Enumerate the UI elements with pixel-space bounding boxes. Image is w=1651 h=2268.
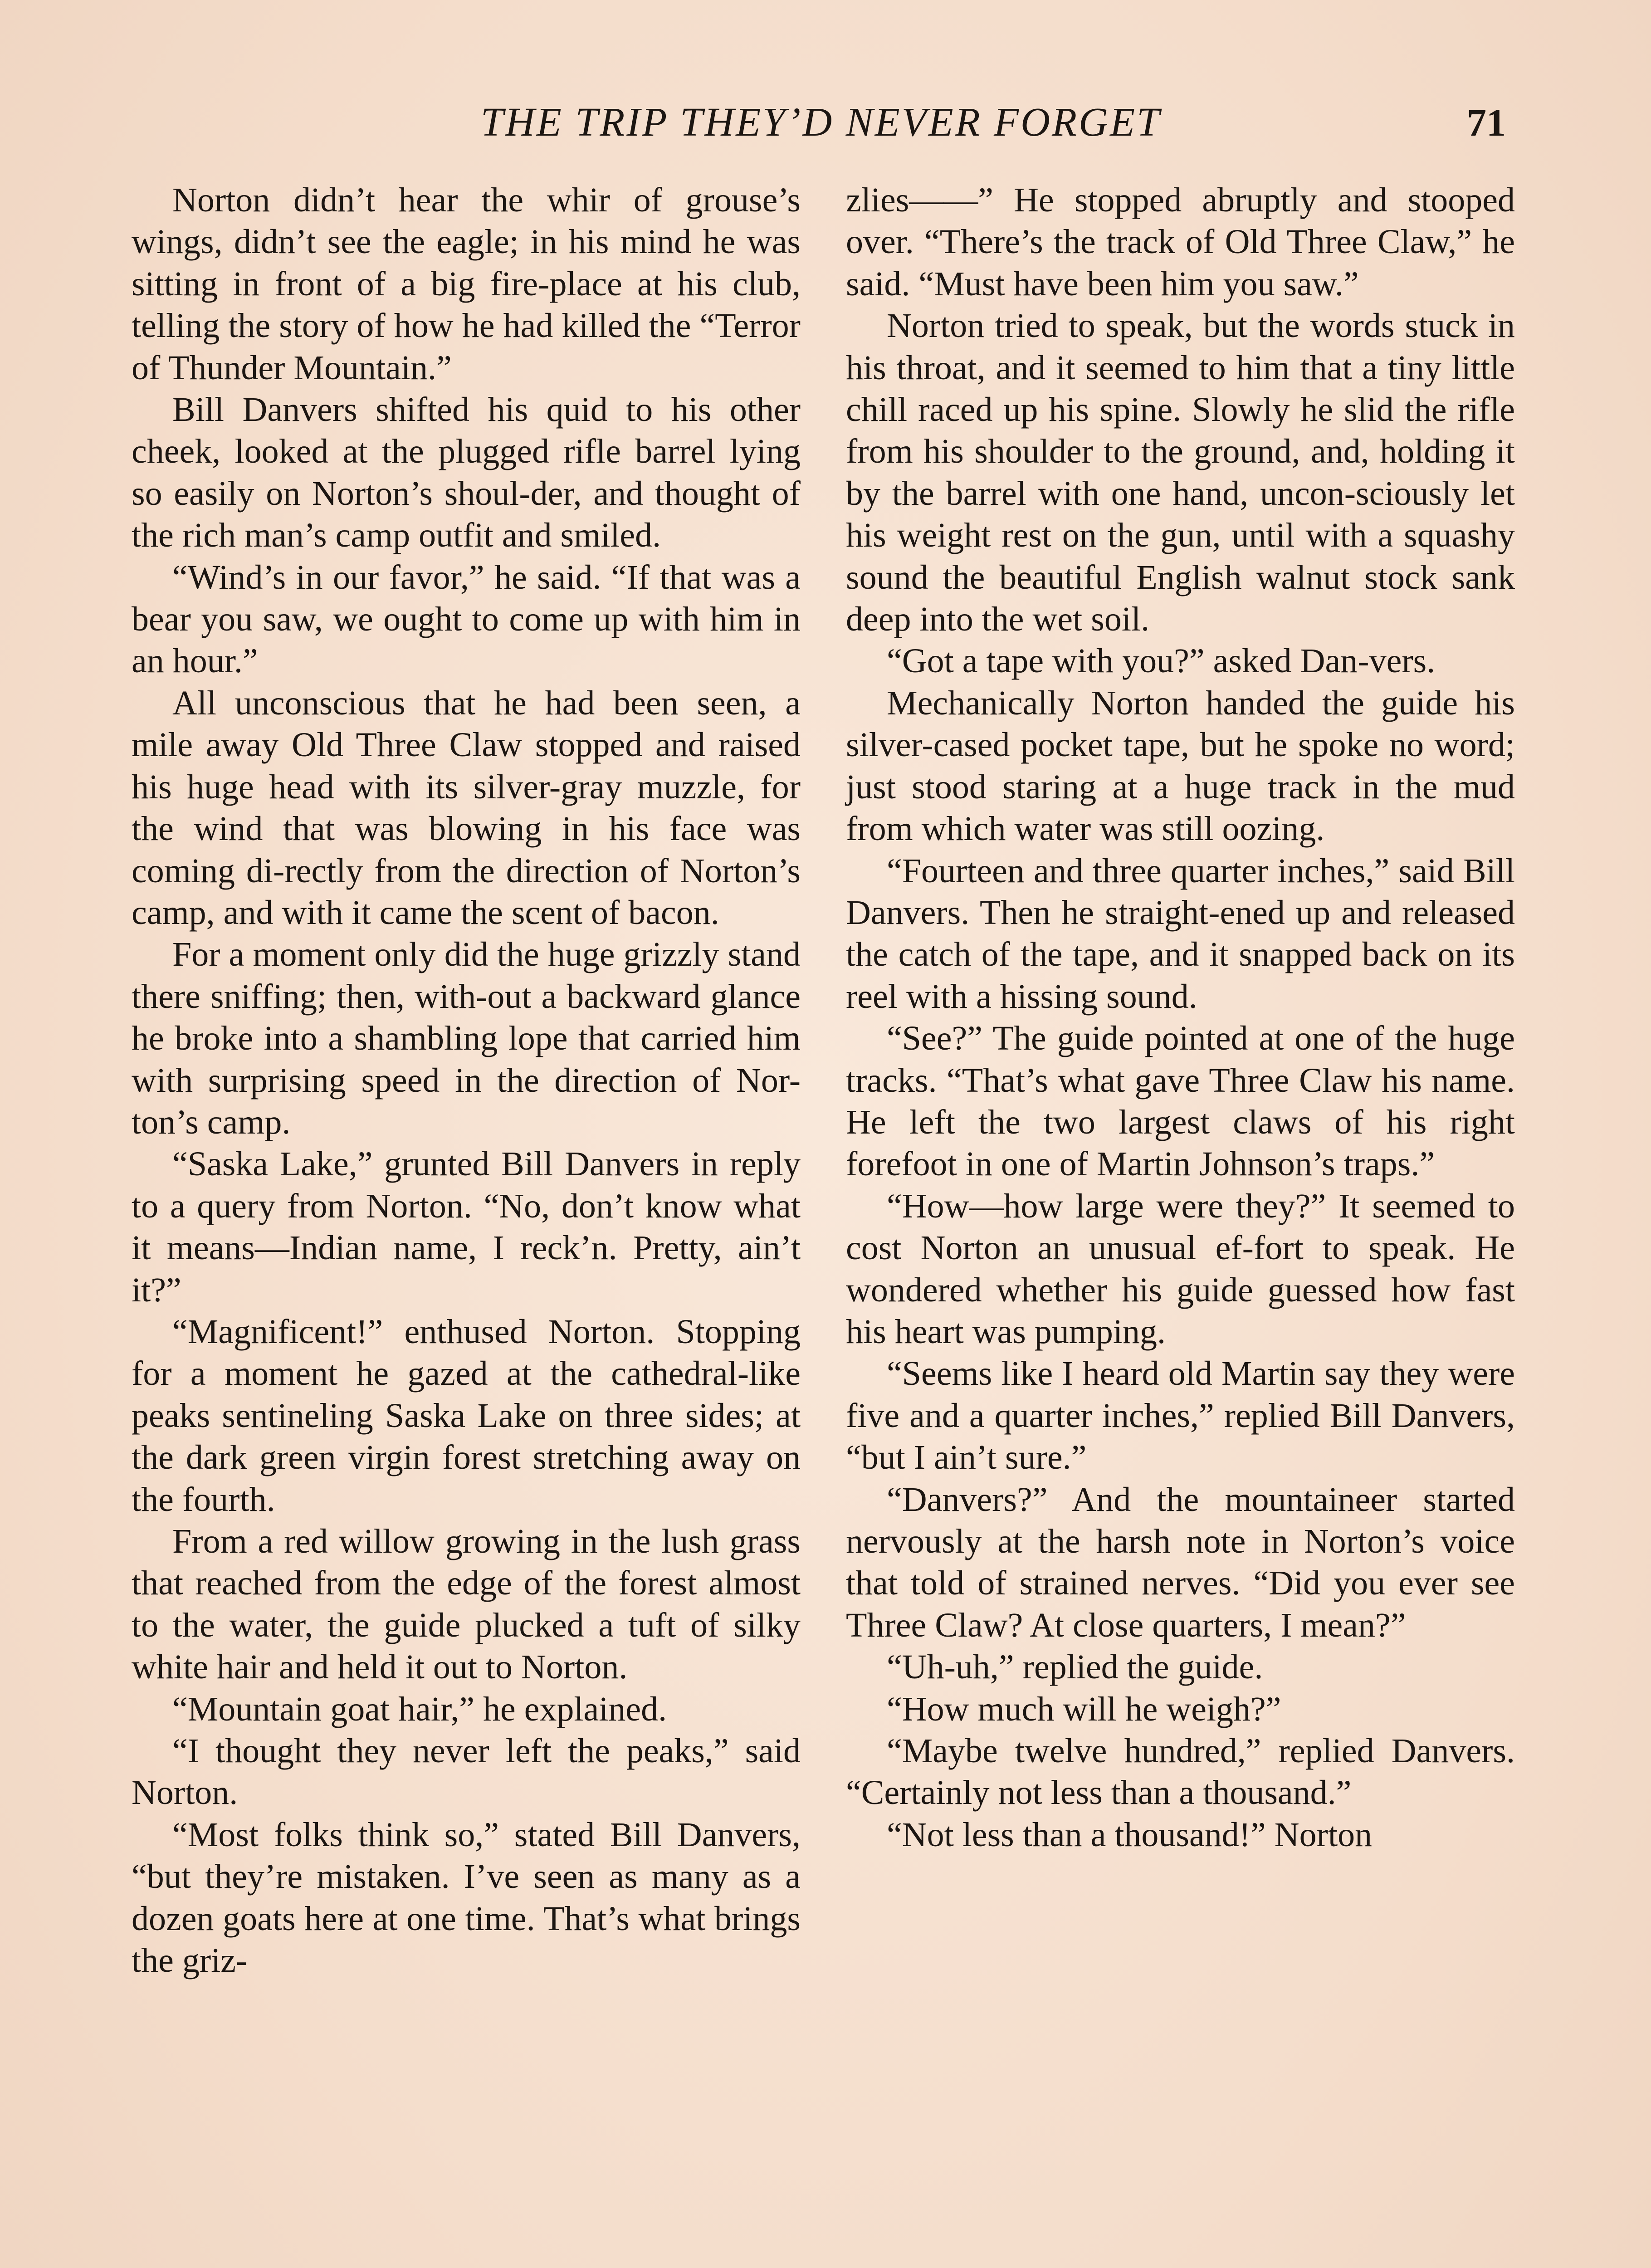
paragraph: “How much will he weigh?” <box>887 1690 1281 1728</box>
page-header <box>132 93 1510 152</box>
paragraph: “How—how large were they?” It seemed to cost Norton an unusual ef-fort to speak. He wondered whether his guide guessed how fast his heart was pumping. <box>846 1187 1515 1351</box>
paragraph: All unconscious that he had been seen, a mile away Old Three Claw stopped and raised his huge head with its silver-gray muzzle, for the wind that was blowing in his face was coming di-rectly from the direction of Norton’s camp, and with it came the scent of bacon. <box>132 684 801 932</box>
paragraph: Norton didn’t hear the whir of grouse’s wings, didn’t see the eagle; in his mind he was sitting in front of a big fire-place at his club, telling the story of how he had killed the “Terror of Thunder Mountain.” <box>132 181 801 387</box>
paragraph: “Saska Lake,” grunted Bill Danvers in reply to a query from Norton. “No, don’t know what it means—Indian name, I reck’n. Pretty, ain’t it?” <box>132 1145 801 1309</box>
paragraph: “Not less than a thousand!” Norton <box>887 1815 1373 1854</box>
paragraph: “Mountain goat hair,” he explained. <box>172 1690 667 1728</box>
paragraph: “Fourteen and three quarter inches,” said Bill Danvers. Then he straight-ened up and released the catch of the tape, and it snapped back on its reel with a hissing sound. <box>846 851 1515 1016</box>
paragraph: Norton tried to speak, but the words stuck in his throat, and it seemed to him that a tiny little chill raced up his spine. Slowly he slid the rifle from his shoulder to the ground, and, holding it by the barrel with one hand, uncon-sciously let his weight rest on the gun, until with a squashy sound the beautiful English walnut stock sank deep into the wet soil. <box>846 307 1515 639</box>
paragraph: “Seems like I heard old Martin say they were five and a quarter inches,” replied Bill Danvers, “but I ain’t sure.” <box>846 1354 1515 1477</box>
running-head: THE TRIP THEY’D NEVER FORGET <box>480 100 1162 145</box>
paragraph: “Maybe twelve hundred,” replied Danvers. “Certainly not less than a thousand.” <box>846 1732 1515 1812</box>
paragraph: “Danvers?” And the mountaineer started nervously at the harsh note in Norton’s voice that told of strained nerves. “Did you ever see Three Claw? At close quarters, I mean?” <box>846 1480 1515 1644</box>
paragraph: “Magnificent!” enthused Norton. Stopping for a moment he gazed at the cathedral-like peaks sentineling Saska Lake on three sides; at the dark green virgin forest stretching away on the fourth. <box>132 1312 801 1519</box>
right-column <box>846 179 1515 1856</box>
page-number: 71 <box>1467 101 1506 144</box>
paragraph: From a red willow growing in the lush grass that reached from the edge of the forest almost to the water, the guide plucked a tuft of silky white hair and held it out to Norton. <box>132 1522 801 1686</box>
paragraph: Bill Danvers shifted his quid to his other cheek, looked at the plugged rifle barrel lying so easily on Norton’s shoul-der, and thought of the rich man’s camp outfit and smiled. <box>132 391 801 555</box>
paragraph: “Uh-uh,” replied the guide. <box>887 1648 1263 1686</box>
paragraph: Mechanically Norton handed the guide his silver-cased pocket tape, but he spoke no word; just stood staring at a huge track in the mud from which water was still oozing. <box>846 684 1515 848</box>
paragraph: “I thought they never left the peaks,” said Norton. <box>132 1732 801 1812</box>
paragraph-continuation: zlies——” He stopped abruptly and stooped over. “There’s the track of Old Three Claw,” he said. “Must have been him you saw.” <box>846 181 1515 303</box>
left-column <box>132 179 801 1981</box>
paragraph: For a moment only did the huge grizzly stand there sniffing; then, with-out a backward glance he broke into a shambling lope that carried him with surprising speed in the direction of Nor-ton’s camp. <box>132 935 801 1141</box>
paragraph: “See?” The guide pointed at one of the huge tracks. “That’s what gave Three Claw his name. He left the two largest claws of his right forefoot in one of Martin Johnson’s traps.” <box>846 1019 1515 1183</box>
paragraph: “Wind’s in our favor,” he said. “If that was a bear you saw, we ought to come up with him in an hour.” <box>132 558 801 680</box>
paragraph: “Got a tape with you?” asked Dan-vers. <box>887 642 1436 680</box>
paragraph: “Most folks think so,” stated Bill Danvers, “but they’re mistaken. I’ve seen as many as a dozen goats here at one time. That’s what brings the griz- <box>132 1815 801 1980</box>
